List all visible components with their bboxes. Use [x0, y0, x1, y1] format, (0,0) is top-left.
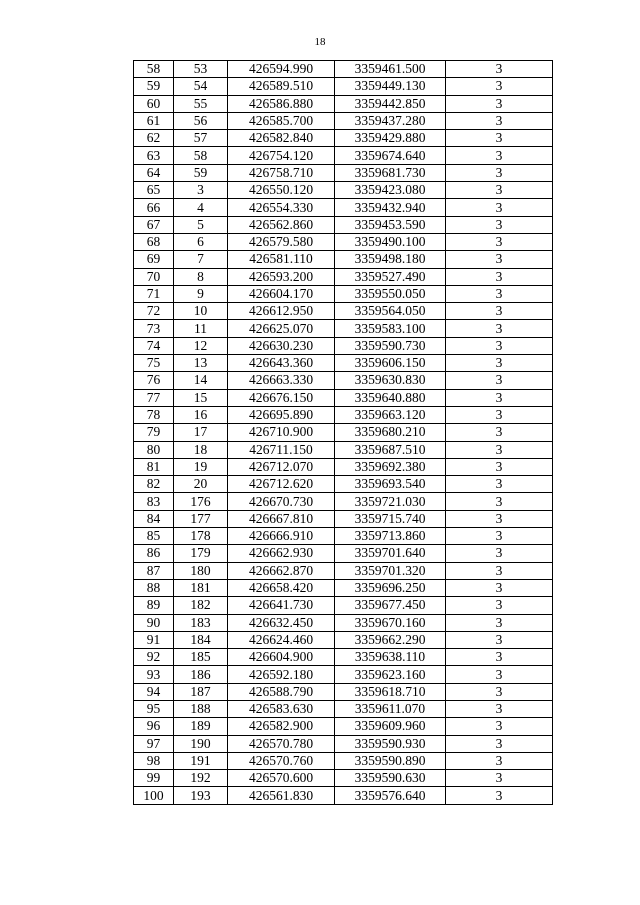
y-coordinate-cell: 3359576.640 [335, 787, 446, 804]
class-cell: 3 [446, 182, 553, 199]
x-coordinate-cell: 426562.860 [228, 216, 335, 233]
x-coordinate-cell: 426625.070 [228, 320, 335, 337]
point-number-cell: 8 [174, 268, 228, 285]
class-cell: 3 [446, 389, 553, 406]
table-row [134, 787, 553, 804]
y-coordinate-cell: 3359590.930 [335, 735, 446, 752]
class-cell: 3 [446, 320, 553, 337]
table-row [134, 597, 553, 614]
y-coordinate-cell: 3359663.120 [335, 406, 446, 423]
class-cell: 3 [446, 649, 553, 666]
y-coordinate-cell: 3359715.740 [335, 510, 446, 527]
x-coordinate-cell: 426589.510 [228, 78, 335, 95]
table-row [134, 579, 553, 596]
class-cell: 3 [446, 355, 553, 372]
table-row [134, 631, 553, 648]
table-row [134, 303, 553, 320]
table-row [134, 493, 553, 510]
table-row [134, 752, 553, 769]
class-cell: 3 [446, 251, 553, 268]
x-coordinate-cell: 426593.200 [228, 268, 335, 285]
row-index-cell: 63 [134, 147, 174, 164]
y-coordinate-cell: 3359606.150 [335, 355, 446, 372]
table-row [134, 268, 553, 285]
point-number-cell: 187 [174, 683, 228, 700]
point-number-cell: 176 [174, 493, 228, 510]
point-number-cell: 190 [174, 735, 228, 752]
row-index-cell: 87 [134, 562, 174, 579]
table-row [134, 406, 553, 423]
class-cell: 3 [446, 770, 553, 787]
y-coordinate-cell: 3359696.250 [335, 579, 446, 596]
class-cell: 3 [446, 614, 553, 631]
point-number-cell: 183 [174, 614, 228, 631]
x-coordinate-cell: 426632.450 [228, 614, 335, 631]
point-number-cell: 57 [174, 130, 228, 147]
row-index-cell: 97 [134, 735, 174, 752]
y-coordinate-cell: 3359453.590 [335, 216, 446, 233]
x-coordinate-cell: 426658.420 [228, 579, 335, 596]
x-coordinate-cell: 426711.150 [228, 441, 335, 458]
class-cell: 3 [446, 61, 553, 78]
x-coordinate-cell: 426666.910 [228, 528, 335, 545]
table-row [134, 182, 553, 199]
point-number-cell: 179 [174, 545, 228, 562]
x-coordinate-cell: 426676.150 [228, 389, 335, 406]
row-index-cell: 84 [134, 510, 174, 527]
y-coordinate-cell: 3359437.280 [335, 112, 446, 129]
point-number-cell: 184 [174, 631, 228, 648]
row-index-cell: 99 [134, 770, 174, 787]
class-cell: 3 [446, 683, 553, 700]
point-number-cell: 177 [174, 510, 228, 527]
y-coordinate-cell: 3359432.940 [335, 199, 446, 216]
row-index-cell: 59 [134, 78, 174, 95]
class-cell: 3 [446, 268, 553, 285]
point-number-cell: 180 [174, 562, 228, 579]
point-number-cell: 191 [174, 752, 228, 769]
row-index-cell: 76 [134, 372, 174, 389]
row-index-cell: 74 [134, 337, 174, 354]
table-row [134, 510, 553, 527]
class-cell: 3 [446, 476, 553, 493]
point-number-cell: 10 [174, 303, 228, 320]
class-cell: 3 [446, 787, 553, 804]
y-coordinate-cell: 3359693.540 [335, 476, 446, 493]
row-index-cell: 93 [134, 666, 174, 683]
y-coordinate-cell: 3359687.510 [335, 441, 446, 458]
row-index-cell: 98 [134, 752, 174, 769]
table-row [134, 130, 553, 147]
row-index-cell: 83 [134, 493, 174, 510]
y-coordinate-cell: 3359583.100 [335, 320, 446, 337]
y-coordinate-cell: 3359590.630 [335, 770, 446, 787]
table-row [134, 233, 553, 250]
x-coordinate-cell: 426604.900 [228, 649, 335, 666]
row-index-cell: 60 [134, 95, 174, 112]
class-cell: 3 [446, 458, 553, 475]
table-row [134, 441, 553, 458]
y-coordinate-cell: 3359701.320 [335, 562, 446, 579]
class-cell: 3 [446, 718, 553, 735]
x-coordinate-cell: 426588.790 [228, 683, 335, 700]
y-coordinate-cell: 3359713.860 [335, 528, 446, 545]
x-coordinate-cell: 426561.830 [228, 787, 335, 804]
class-cell: 3 [446, 78, 553, 95]
class-cell: 3 [446, 112, 553, 129]
class-cell: 3 [446, 233, 553, 250]
row-index-cell: 72 [134, 303, 174, 320]
y-coordinate-cell: 3359550.050 [335, 285, 446, 302]
x-coordinate-cell: 426554.330 [228, 199, 335, 216]
x-coordinate-cell: 426624.460 [228, 631, 335, 648]
row-index-cell: 86 [134, 545, 174, 562]
row-index-cell: 94 [134, 683, 174, 700]
row-index-cell: 100 [134, 787, 174, 804]
point-number-cell: 181 [174, 579, 228, 596]
y-coordinate-cell: 3359692.380 [335, 458, 446, 475]
table-row [134, 614, 553, 631]
class-cell: 3 [446, 303, 553, 320]
row-index-cell: 82 [134, 476, 174, 493]
row-index-cell: 77 [134, 389, 174, 406]
class-cell: 3 [446, 752, 553, 769]
point-number-cell: 192 [174, 770, 228, 787]
row-index-cell: 67 [134, 216, 174, 233]
point-number-cell: 3 [174, 182, 228, 199]
table-row [134, 683, 553, 700]
row-index-cell: 95 [134, 700, 174, 717]
x-coordinate-cell: 426570.760 [228, 752, 335, 769]
row-index-cell: 92 [134, 649, 174, 666]
table-row [134, 718, 553, 735]
class-cell: 3 [446, 285, 553, 302]
page-number: 18 [314, 36, 326, 48]
y-coordinate-cell: 3359701.640 [335, 545, 446, 562]
table-row [134, 61, 553, 78]
x-coordinate-cell: 426570.780 [228, 735, 335, 752]
table-row [134, 372, 553, 389]
row-index-cell: 88 [134, 579, 174, 596]
class-cell: 3 [446, 337, 553, 354]
class-cell: 3 [446, 130, 553, 147]
point-number-cell: 182 [174, 597, 228, 614]
row-index-cell: 62 [134, 130, 174, 147]
y-coordinate-cell: 3359680.210 [335, 424, 446, 441]
class-cell: 3 [446, 510, 553, 527]
table-row [134, 458, 553, 475]
y-coordinate-cell: 3359449.130 [335, 78, 446, 95]
table-row [134, 476, 553, 493]
x-coordinate-cell: 426582.840 [228, 130, 335, 147]
x-coordinate-cell: 426695.890 [228, 406, 335, 423]
table-row [134, 666, 553, 683]
table-row [134, 78, 553, 95]
point-number-cell: 9 [174, 285, 228, 302]
point-number-cell: 185 [174, 649, 228, 666]
point-number-cell: 11 [174, 320, 228, 337]
table-row [134, 424, 553, 441]
class-cell: 3 [446, 424, 553, 441]
point-number-cell: 58 [174, 147, 228, 164]
x-coordinate-cell: 426710.900 [228, 424, 335, 441]
x-coordinate-cell: 426550.120 [228, 182, 335, 199]
y-coordinate-cell: 3359429.880 [335, 130, 446, 147]
y-coordinate-cell: 3359623.160 [335, 666, 446, 683]
class-cell: 3 [446, 216, 553, 233]
y-coordinate-cell: 3359721.030 [335, 493, 446, 510]
point-number-cell: 6 [174, 233, 228, 250]
class-cell: 3 [446, 164, 553, 181]
table-row [134, 389, 553, 406]
point-number-cell: 7 [174, 251, 228, 268]
point-number-cell: 14 [174, 372, 228, 389]
y-coordinate-cell: 3359609.960 [335, 718, 446, 735]
point-number-cell: 186 [174, 666, 228, 683]
y-coordinate-cell: 3359490.100 [335, 233, 446, 250]
point-number-cell: 12 [174, 337, 228, 354]
y-coordinate-cell: 3359590.730 [335, 337, 446, 354]
class-cell: 3 [446, 406, 553, 423]
row-index-cell: 75 [134, 355, 174, 372]
class-cell: 3 [446, 597, 553, 614]
x-coordinate-cell: 426643.360 [228, 355, 335, 372]
x-coordinate-cell: 426586.880 [228, 95, 335, 112]
table-row [134, 735, 553, 752]
x-coordinate-cell: 426662.930 [228, 545, 335, 562]
y-coordinate-cell: 3359677.450 [335, 597, 446, 614]
y-coordinate-cell: 3359423.080 [335, 182, 446, 199]
class-cell: 3 [446, 700, 553, 717]
row-index-cell: 79 [134, 424, 174, 441]
table-row [134, 285, 553, 302]
table-row [134, 528, 553, 545]
y-coordinate-cell: 3359681.730 [335, 164, 446, 181]
point-number-cell: 13 [174, 355, 228, 372]
x-coordinate-cell: 426712.070 [228, 458, 335, 475]
y-coordinate-cell: 3359670.160 [335, 614, 446, 631]
coordinates-table [133, 60, 553, 805]
table-row [134, 320, 553, 337]
y-coordinate-cell: 3359618.710 [335, 683, 446, 700]
class-cell: 3 [446, 372, 553, 389]
row-index-cell: 68 [134, 233, 174, 250]
row-index-cell: 91 [134, 631, 174, 648]
row-index-cell: 65 [134, 182, 174, 199]
x-coordinate-cell: 426670.730 [228, 493, 335, 510]
x-coordinate-cell: 426583.630 [228, 700, 335, 717]
table-row [134, 770, 553, 787]
table-row [134, 700, 553, 717]
y-coordinate-cell: 3359590.890 [335, 752, 446, 769]
table-row [134, 355, 553, 372]
x-coordinate-cell: 426758.710 [228, 164, 335, 181]
class-cell: 3 [446, 147, 553, 164]
class-cell: 3 [446, 735, 553, 752]
class-cell: 3 [446, 579, 553, 596]
point-number-cell: 19 [174, 458, 228, 475]
row-index-cell: 71 [134, 285, 174, 302]
y-coordinate-cell: 3359611.070 [335, 700, 446, 717]
point-number-cell: 193 [174, 787, 228, 804]
row-index-cell: 73 [134, 320, 174, 337]
table-row [134, 337, 553, 354]
point-number-cell: 16 [174, 406, 228, 423]
class-cell: 3 [446, 528, 553, 545]
x-coordinate-cell: 426570.600 [228, 770, 335, 787]
table-row [134, 95, 553, 112]
row-index-cell: 78 [134, 406, 174, 423]
row-index-cell: 80 [134, 441, 174, 458]
x-coordinate-cell: 426663.330 [228, 372, 335, 389]
x-coordinate-cell: 426592.180 [228, 666, 335, 683]
y-coordinate-cell: 3359640.880 [335, 389, 446, 406]
table-row [134, 112, 553, 129]
table-row [134, 545, 553, 562]
row-index-cell: 58 [134, 61, 174, 78]
row-index-cell: 90 [134, 614, 174, 631]
class-cell: 3 [446, 493, 553, 510]
table-row [134, 649, 553, 666]
table-row [134, 562, 553, 579]
point-number-cell: 55 [174, 95, 228, 112]
table-row [134, 216, 553, 233]
x-coordinate-cell: 426712.620 [228, 476, 335, 493]
class-cell: 3 [446, 631, 553, 648]
row-index-cell: 70 [134, 268, 174, 285]
y-coordinate-cell: 3359674.640 [335, 147, 446, 164]
row-index-cell: 64 [134, 164, 174, 181]
row-index-cell: 89 [134, 597, 174, 614]
x-coordinate-cell: 426630.230 [228, 337, 335, 354]
table-row [134, 164, 553, 181]
class-cell: 3 [446, 95, 553, 112]
point-number-cell: 53 [174, 61, 228, 78]
y-coordinate-cell: 3359442.850 [335, 95, 446, 112]
point-number-cell: 20 [174, 476, 228, 493]
row-index-cell: 61 [134, 112, 174, 129]
y-coordinate-cell: 3359527.490 [335, 268, 446, 285]
point-number-cell: 59 [174, 164, 228, 181]
y-coordinate-cell: 3359564.050 [335, 303, 446, 320]
point-number-cell: 4 [174, 199, 228, 216]
point-number-cell: 17 [174, 424, 228, 441]
x-coordinate-cell: 426667.810 [228, 510, 335, 527]
x-coordinate-cell: 426585.700 [228, 112, 335, 129]
row-index-cell: 85 [134, 528, 174, 545]
point-number-cell: 178 [174, 528, 228, 545]
point-number-cell: 15 [174, 389, 228, 406]
row-index-cell: 69 [134, 251, 174, 268]
point-number-cell: 5 [174, 216, 228, 233]
point-number-cell: 188 [174, 700, 228, 717]
y-coordinate-cell: 3359662.290 [335, 631, 446, 648]
x-coordinate-cell: 426641.730 [228, 597, 335, 614]
table-row [134, 251, 553, 268]
y-coordinate-cell: 3359461.500 [335, 61, 446, 78]
row-index-cell: 81 [134, 458, 174, 475]
y-coordinate-cell: 3359498.180 [335, 251, 446, 268]
x-coordinate-cell: 426579.580 [228, 233, 335, 250]
row-index-cell: 96 [134, 718, 174, 735]
class-cell: 3 [446, 545, 553, 562]
y-coordinate-cell: 3359630.830 [335, 372, 446, 389]
point-number-cell: 54 [174, 78, 228, 95]
row-index-cell: 66 [134, 199, 174, 216]
x-coordinate-cell: 426612.950 [228, 303, 335, 320]
point-number-cell: 18 [174, 441, 228, 458]
class-cell: 3 [446, 199, 553, 216]
table-row [134, 147, 553, 164]
class-cell: 3 [446, 666, 553, 683]
class-cell: 3 [446, 441, 553, 458]
x-coordinate-cell: 426754.120 [228, 147, 335, 164]
point-number-cell: 56 [174, 112, 228, 129]
table-body [134, 61, 553, 805]
x-coordinate-cell: 426662.870 [228, 562, 335, 579]
x-coordinate-cell: 426604.170 [228, 285, 335, 302]
x-coordinate-cell: 426581.110 [228, 251, 335, 268]
table-row [134, 199, 553, 216]
y-coordinate-cell: 3359638.110 [335, 649, 446, 666]
x-coordinate-cell: 426594.990 [228, 61, 335, 78]
point-number-cell: 189 [174, 718, 228, 735]
class-cell: 3 [446, 562, 553, 579]
x-coordinate-cell: 426582.900 [228, 718, 335, 735]
